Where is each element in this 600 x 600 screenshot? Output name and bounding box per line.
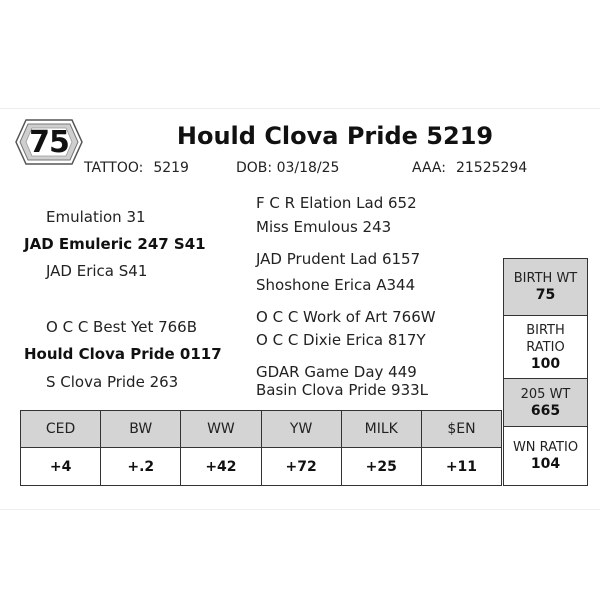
birth-wt-label: BIRTH WT [513,271,578,286]
pedigree-sire-dam-dam: Shoshone Erica A344 [256,276,416,294]
epd-header-yw: YW [262,411,342,447]
aaa-field [412,160,527,176]
tattoo-value: 5219 [153,160,189,176]
epd-value-bw: +.2 [101,448,181,485]
epd-header-ww: WW [181,411,261,447]
ratio-panel [503,258,588,486]
epd-value-en: +11 [445,458,478,475]
pedigree-dam-sire-dam: O C C Dixie Erica 817Y [256,331,426,349]
pedigree-sire: JAD Emuleric 247 S41 [24,235,206,253]
epd-table [20,410,502,486]
lot-number: 75 [29,124,69,160]
epd-value-ced: +4 [21,448,101,485]
pedigree-sire-sire-dam: Miss Emulous 243 [256,218,392,236]
dob-field [236,160,339,176]
birth-ratio-box [504,316,587,378]
epd-header-ced: CED [21,411,101,447]
epd-header-en: $EN [447,421,476,437]
epd-value-ww: +42 [181,448,261,485]
dob-value: 03/18/25 [276,160,340,176]
pedigree-dam-dam-sire: GDAR Game Day 449 [256,363,417,381]
aaa-value: 21525294 [455,160,528,176]
aaa-label: AAA: [412,160,446,176]
pedigree-sire-sire-sire: F C R Elation Lad 652 [256,194,417,212]
dob-label: DOB: [236,160,273,176]
tattoo-label: TATTOO: [84,160,144,176]
birth-wt-box [504,259,587,315]
wt205-box [504,379,587,426]
epd-value-yw: +72 [262,448,342,485]
birth-ratio-label-line2: RATIO [526,339,565,355]
epd-header-milk: MILK [342,411,422,447]
epd-header-row [21,411,501,448]
epd-header-bw: BW [101,411,181,447]
birth-wt-value: 75 [535,287,556,303]
epd-value-row [21,448,501,485]
birth-ratio-value: 100 [530,355,561,372]
wt205-label: 205 WT [520,386,571,402]
animal-name: Hould Clova Pride 5219 [176,122,494,150]
birth-ratio-label-line1: BIRTH [526,322,565,338]
pedigree-sire-dam: JAD Erica S41 [46,262,148,280]
epd-value-milk: +25 [342,448,422,485]
pedigree-sire-dam-sire: JAD Prudent Lad 6157 [256,250,421,268]
lot-badge [14,118,84,166]
pedigree-dam: Hould Clova Pride 0117 [24,345,222,363]
tattoo-field [84,160,189,176]
pedigree-dam-dam: S Clova Pride 263 [46,373,179,391]
pedigree-dam-sire: O C C Best Yet 766B [46,318,198,336]
wn-ratio-box [504,427,587,485]
pedigree-sire-sire: Emulation 31 [46,208,146,226]
pedigree-dam-dam-dam: Basin Clova Pride 933L [256,381,429,399]
wt205-value: 665 [530,402,561,419]
wn-ratio-label: WN RATIO [512,440,579,455]
wn-ratio-value: 104 [530,456,561,472]
pedigree-dam-sire-sire: O C C Work of Art 766W [256,308,436,326]
